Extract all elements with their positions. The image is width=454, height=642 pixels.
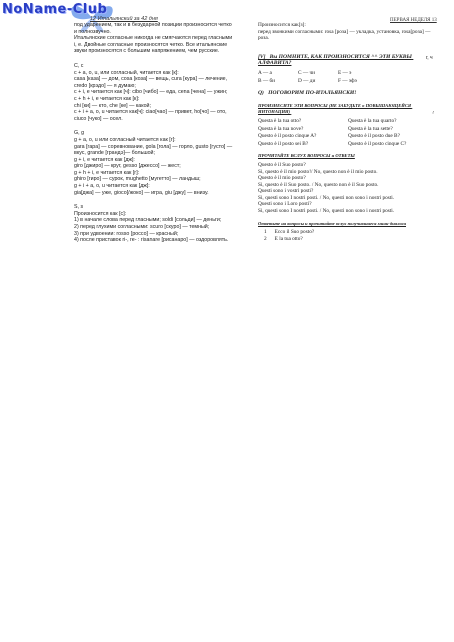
right-column xyxy=(258,22,434,242)
text-line: casa [каза] — дом, cosa [коза] — вещь, cura [кура] — лечение, credo [крэдо] — я думаю; xyxy=(74,76,229,89)
qa-line: Questo è il Suo posto? xyxy=(258,161,306,168)
section-heading: C, c xyxy=(74,62,84,69)
text-line: chi [ки] — кто, che [ке] — какой; xyxy=(74,102,151,109)
text-line: c + a, o, u, или согласный, читается как [к]: xyxy=(74,69,179,76)
alphabet-grid xyxy=(258,70,378,84)
text-line: 1) в начале слова перед гласными; soldi [сольди] — деньги; xyxy=(74,217,222,224)
section-heading: S, s xyxy=(74,204,84,211)
alphabet-item: F — эфэ xyxy=(338,77,357,84)
site-logo: NoName-Club xyxy=(2,2,108,17)
qa-line: Questo è il mio posto? xyxy=(258,175,306,182)
text-line: перед звонкими согласными: rosa [роза] — укладка, установка, rosa[роза] — роза. xyxy=(258,28,432,42)
alphabet-item: A — a xyxy=(258,69,272,76)
list-item: 2 E la tua otto? xyxy=(264,235,303,242)
questions-grid xyxy=(258,118,434,147)
text-line: 4) после приставок ri-, re- : risanare [рисанаро] — оздоровлять. xyxy=(74,237,229,244)
section-title-speak: Q) ПОГОВОРИМ ПО-ИТАЛЬЯНСКИ! xyxy=(258,90,357,97)
alphabet-item: B — би xyxy=(258,77,276,84)
page-header-left: 12 Итальянский за 42 дня xyxy=(90,16,158,22)
question-item: Questa è la tua nove? xyxy=(258,125,304,132)
question-item: Questa è la tua otto? xyxy=(258,117,302,124)
alphabet-item: C — чи xyxy=(298,69,315,76)
section-title-answer: Ответьте на вопросы и прочитайте вслух получившиеся мини-диалоги xyxy=(258,220,406,226)
text-line: ghiro [гиро] — сурок, mughetto [мугетто] — ландыш; xyxy=(74,176,201,183)
section-title-qa: ПРОЧИТАЙТЕ ВСЛУХ ВОПРОСЫ и ОТВЕТЫ xyxy=(258,153,355,159)
text-line: c + h + i, e читается как [к]: xyxy=(74,95,140,102)
question-item: Questo è il posto sei B? xyxy=(258,140,309,147)
qa-line: Si, questo è il Suo posto. / No, questo non è il Suo posto. xyxy=(258,181,379,188)
text-line: c + i + a, o, u читается как[ч]: ciao[чао] — привет, ho[чо] — ото, ciuco [чуко] — осел. xyxy=(74,109,229,122)
left-column xyxy=(74,22,234,244)
alphabet-item: E — э xyxy=(338,69,352,76)
text-line: gia[джа] — уже, gioco[/жоко] — игра, giu [джу] — внизу. xyxy=(74,189,209,196)
text-line: под ударением, так и в безударной позиции произносится четко и полнозвучно. xyxy=(74,22,234,35)
qa-line: Si, questi sono I nostri posti. / No, questi non sono i nostri posti. xyxy=(258,208,395,215)
question-item: Questo è il posto cinque A? xyxy=(258,133,317,140)
page-header-right: ПЕРВАЯ НЕДЕЛЯ 13 xyxy=(390,18,437,23)
section-heading: G, g xyxy=(74,130,85,137)
text-line: gara [гара] — соревнование, gola [гола] — горло, gusto [густо] — вкус, grande [грандэ]— большой; xyxy=(74,143,234,157)
list-item: 1 Ecco il Suo posto? xyxy=(264,229,315,236)
text-line: giro [джиро] — круг, gesso [джессо] — жест; xyxy=(74,163,181,170)
section-title-alphabet: [V] Вы ПОМНИТЕ, КАК ПРОИЗНОСИТСЯ ^^ ЭТИ БУКВЫ АЛФАВИТА? xyxy=(258,53,414,67)
text-line: g + i, e читается как [дж]: xyxy=(74,156,135,163)
text-line: c + i, e читается как [ч]: cibo [чибо] — еда, cena [чена] — ужин; xyxy=(74,89,228,96)
text-line: g + h + i, e читается как [г]: xyxy=(74,169,140,176)
qa-line: Questi sono i vostri posti? xyxy=(258,188,314,195)
alphabet-item: D — ди xyxy=(298,77,316,84)
text-line: Итальянские согласные никогда не смягчаются перед гласными i, e. Двойные согласные произносятся четко. Все итальянские звуки произносятся с большим напряжением, чем русские. xyxy=(74,35,234,55)
text-line: g + i + a, o, u читается как [дж]: xyxy=(74,183,150,190)
final-list xyxy=(264,229,434,242)
section-title-questions: ПРОИЗНЕСИТЕ ЭТИ ВОПРОСЫ (НЕ ЗАБУДЬТЕ о ПОВЫШАЮЩЕЙСЯ ИНТОНАЦИИ) ; xyxy=(258,102,434,115)
question-item: Questo è il posto cinque C? xyxy=(348,140,407,147)
text-line: g + a, o, u или согласный читается как [г]: xyxy=(74,136,176,143)
question-item: Questa è la tua sette? xyxy=(348,125,393,132)
margin-mark: г, ч xyxy=(426,55,433,61)
text-line: 2) перед глухими согласными: scuro [скуро] — темный; xyxy=(74,224,210,231)
qa-line: Si, questo è il mio posto!/ No, questo non è il mio posto. xyxy=(258,168,378,175)
question-item: Questo è il posto due B? xyxy=(348,133,400,140)
text-line: 3) при удвоении: rosso [россо] — красный; xyxy=(74,230,179,237)
text-line: Произносится как [с]: xyxy=(74,210,127,217)
qa-block xyxy=(258,162,434,215)
question-item: Questa è la tua quarto? xyxy=(348,117,397,124)
text-line: Произносится как[з]: xyxy=(258,22,306,28)
qa-line: Si, questi sono I nostri posti. / No, questi non sono i nostri posti. xyxy=(258,194,395,201)
qa-line: Questi sono i Loro posti? xyxy=(258,201,312,208)
